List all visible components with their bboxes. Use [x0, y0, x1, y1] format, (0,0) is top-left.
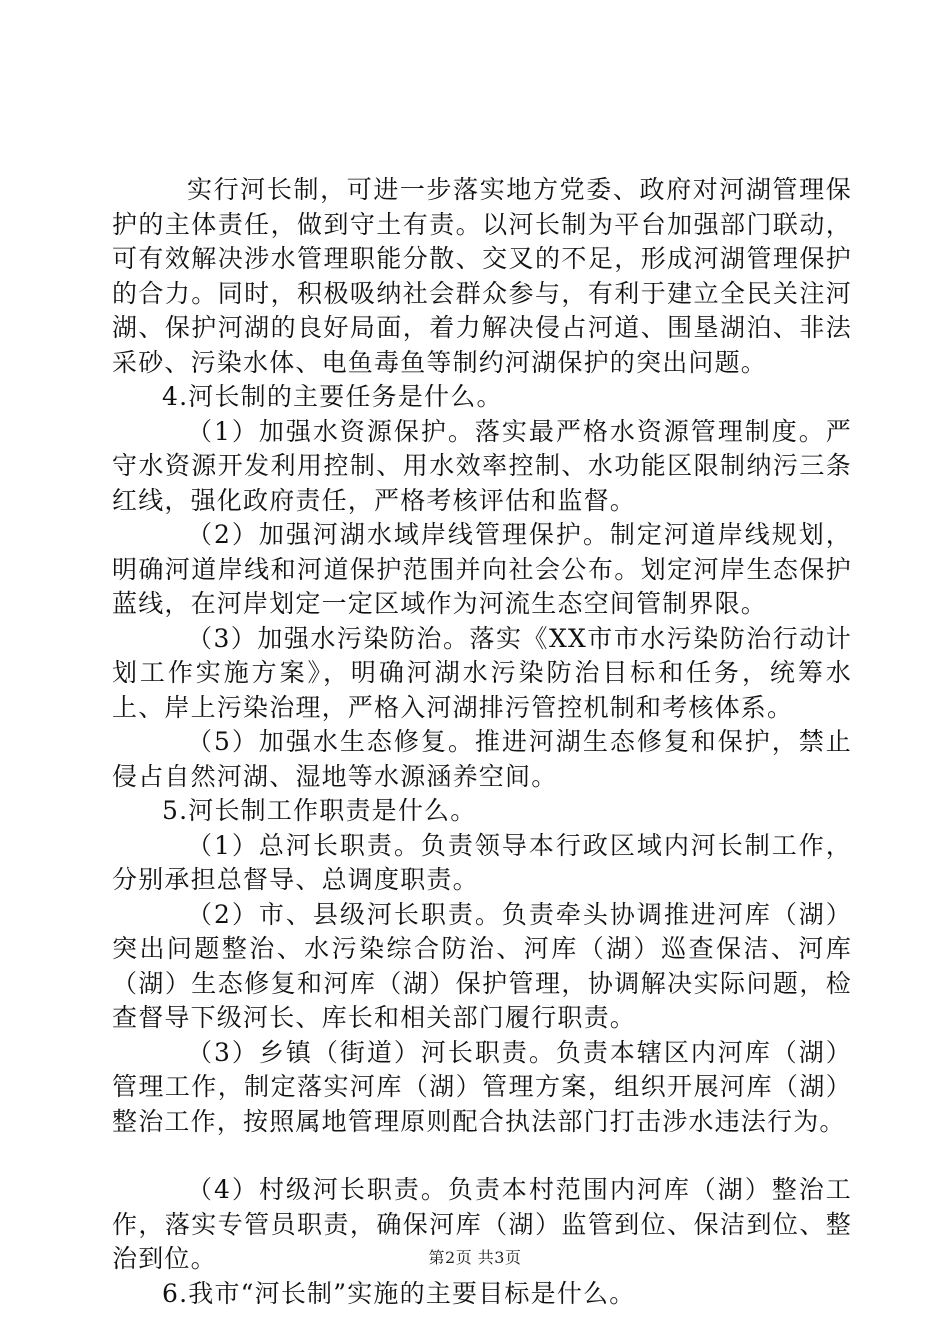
list-item-task-1: （1）加强水资源保护。落实最严格水资源管理制度。严守水资源开发利用控制、用水效率控制、水功能区限制纳污三条红线，强化政府责任，严格考核评估和监督。: [112, 416, 852, 515]
list-item-duty-4: （4）村级河长职责。负责本村范围内河库（湖）整治工作，落实专管员职责，确保河库（湖）监管到位、保洁到位、整治到位。: [112, 1175, 852, 1273]
list-item-duty-2: （2）市、县级河长职责。负责牵头协调推进河库（湖）突出问题整治、水污染综合防治、河库（湖）巡查保洁、河库（湖）生态修复和河库（湖）保护管理，协调解决实际问题，检查督导下级河长、库长和相关部门履行职责。: [112, 899, 852, 1032]
heading-question-5: 5.河长制工作职责是什么。: [162, 796, 477, 825]
list-item-task-3: （3）加强水污染防治。落实《XX市市水污染防治行动计划工作实施方案》，明确河湖水污染防治目标和任务，统筹水上、岸上污染治理，严格入河湖排污管控机制和考核体系。: [112, 623, 852, 722]
document-body: [112, 173, 852, 1311]
list-item-duty-3: （3）乡镇（街道）河长职责。负责本辖区内河库（湖）管理工作，制定落实河库（湖）管理方案，组织开展河库（湖）整治工作，按照属地管理原则配合执法部门打击涉水违法行为。: [112, 1037, 852, 1136]
heading-question-6: 6.我市“河长制”实施的主要目标是什么。: [162, 1278, 636, 1308]
list-item-duty-1: （1）总河长职责。负责领导本行政区域内河长制工作，分别承担总督导、总调度职责。: [112, 830, 852, 894]
list-item-task-5: （5）加强水生态修复。推进河湖生态修复和保护，禁止侵占自然河湖、湿地等水源涵养空间。: [112, 727, 852, 791]
paragraph-intro: 实行河长制，可进一步落实地方党委、政府对河湖管理保护的主体责任，做到守土有责。以河长制为平台加强部门联动，可有效解决涉水管理职能分散、交叉的不足，形成河湖管理保护的合力。同时，积极吸纳社会群众参与，有利于建立全民关注河湖、保护河湖的良好局面，着力解决侵占河道、围垦湖泊、非法采砂、污染水体、电鱼毒鱼等制约河湖保护的突出问题。: [112, 175, 852, 377]
list-item-task-2: （2）加强河湖水域岸线管理保护。制定河道岸线规划，明确河道岸线和河道保护范围并向社会公布。划定河岸生态保护蓝线，在河岸划定一定区域作为河流生态空间管制界限。: [112, 520, 852, 618]
paragraph-spacer: [112, 1139, 852, 1173]
heading-question-4: 4.河长制的主要任务是什么。: [162, 382, 503, 411]
page-footer: 第2页 共3页: [428, 1248, 522, 1267]
